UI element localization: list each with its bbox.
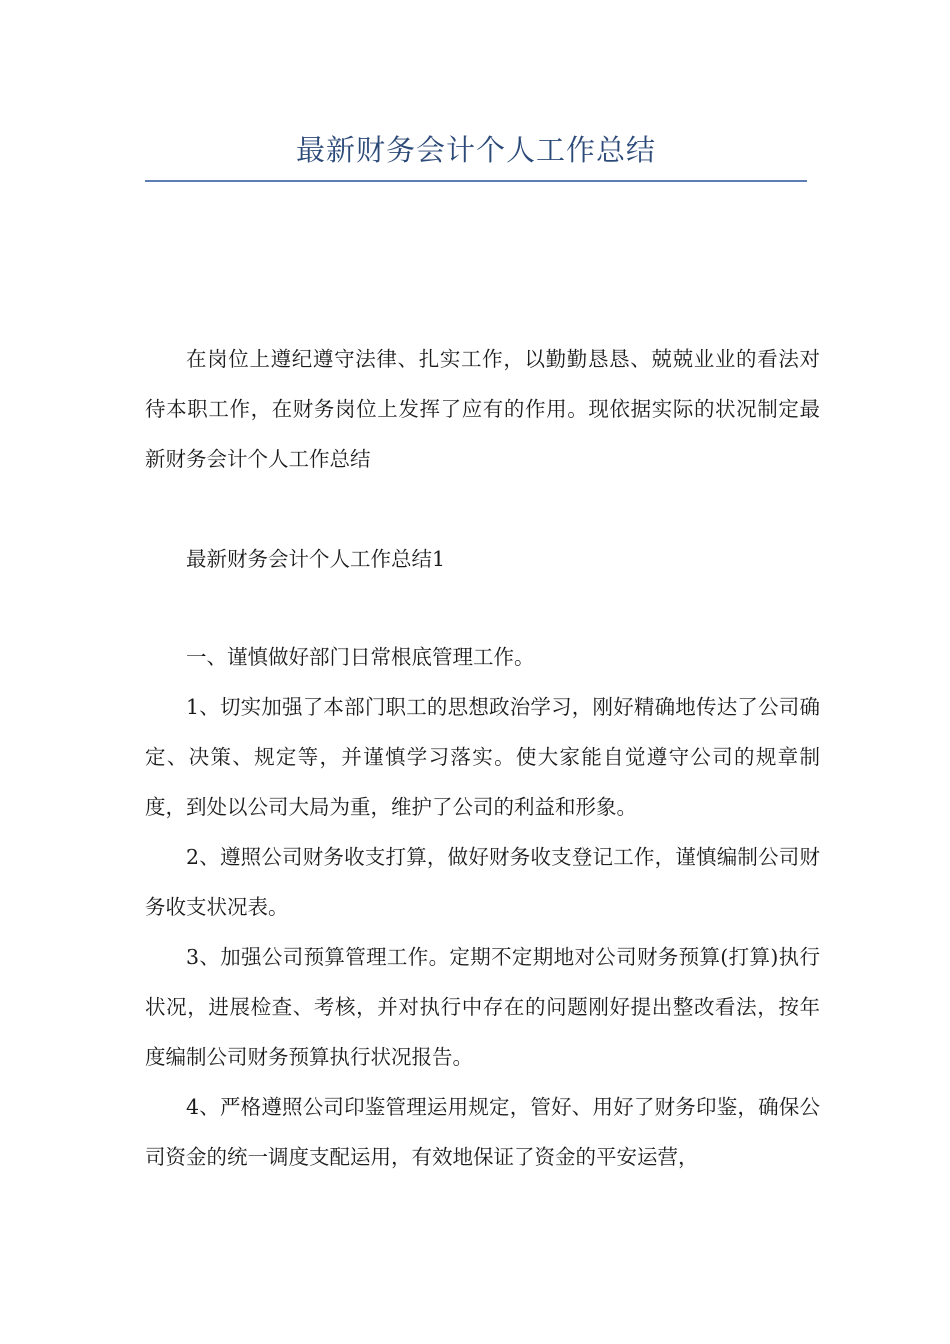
section-heading-block xyxy=(145,534,820,584)
paragraph-line: 公司确定、决策、规定等，并谨慎学习落实。使大家能自觉遵守公 xyxy=(145,695,821,769)
paragraph-line: 一、谨慎做好部门日常根底管理工作。 xyxy=(186,645,535,669)
content-paragraphs xyxy=(145,632,820,1182)
title-underline xyxy=(145,180,807,182)
paragraph-item-4 xyxy=(145,1082,820,1182)
intro-line-1: 在岗位上遵纪遵守法律、扎实工作，以勤勤恳恳、兢兢业业的 xyxy=(186,347,758,371)
intro-text xyxy=(145,334,820,484)
paragraph-line: 1、切实加强了本部门职工的思想政治学习，刚好精确地传达了 xyxy=(186,695,759,719)
section-heading: 最新财务会计个人工作总结1 xyxy=(186,547,446,571)
paragraph-line: 公司财务收支状况表。 xyxy=(145,845,821,919)
paragraph-line: 司的规章制度，到处以公司大局为重，维护了公司的利益和形象。 xyxy=(145,745,821,819)
paragraph-item-2 xyxy=(145,832,820,932)
intro-line-3: 的状况制定最新财务会计个人工作总结 xyxy=(145,397,821,471)
paragraph-line: 2、遵照公司财务收支打算，做好财务收支登记工作，谨慎编制 xyxy=(186,845,759,869)
paragraph-line: 算)执行状况，进展检查、考核，并对执行中存在的问题刚好提出整 xyxy=(145,945,820,1019)
intro-line-2: 看法对待本职工作，在财务岗位上发挥了应有的作用。现依据实际 xyxy=(145,347,821,421)
intro-paragraph xyxy=(145,334,820,484)
paragraph-heading-1 xyxy=(145,632,820,682)
paragraph-item-3 xyxy=(145,932,820,1082)
paragraph-line: 确保公司资金的统一调度支配运用，有效地保证了资金的平安运营， xyxy=(145,1095,821,1169)
paragraph-line: 4、严格遵照公司印鉴管理运用规定，管好、用好了财务印鉴， xyxy=(186,1095,759,1119)
document-title: 最新财务会计个人工作总结 xyxy=(295,133,656,167)
paragraph-line: 3、加强公司预算管理工作。定期不定期地对公司财务预算(打 xyxy=(186,945,750,969)
paragraph-line: 改看法，按年度编制公司财务预算执行状况报告。 xyxy=(145,995,821,1069)
paragraph-item-1 xyxy=(145,682,820,832)
